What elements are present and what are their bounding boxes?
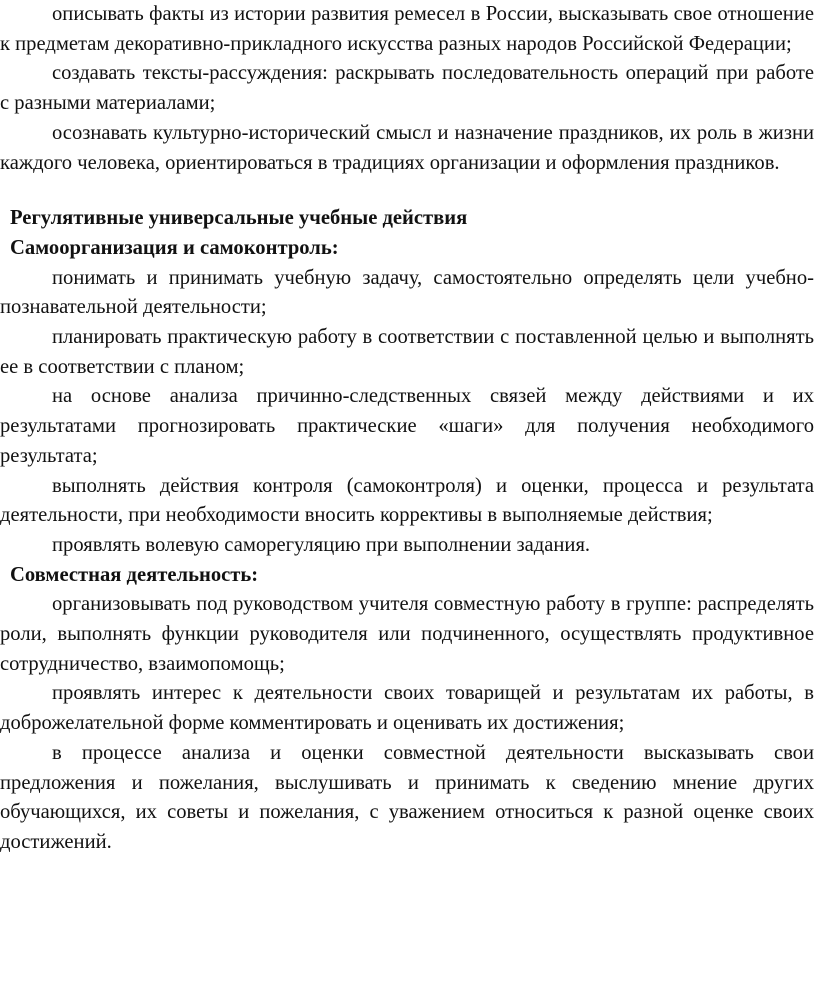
paragraph-holidays-meaning: осознавать культурно-исторический смысл и назначение праздников, их роль в жизни каждого человека, ориентироваться в традициях организации и оформления праздников. (0, 121, 814, 174)
heading-joint-activity: Совместная деятельность: (10, 563, 259, 586)
paragraph-cause-effect: на основе анализа причинно-следственных связей между действиями и их результатами прогнозировать практические «шаги» для получения необходимого результата; (0, 385, 814, 467)
heading-regulative-actions: Регулятивные универсальные учебные действия (10, 207, 468, 230)
heading-self-organization: Самоорганизация и самоконтроль: (10, 236, 339, 259)
paragraph-learning-task: понимать и принимать учебную задачу, самостоятельно определять цели учебно-познавательной деятельности; (0, 266, 814, 319)
paragraph-evaluation-proposals: в процессе анализа и оценки совместной деятельности высказывать свои предложения и пожелания, выслушивать и принимать к сведению мнение других обучающихся, их советы и пожелания, с уважением относиться к разной оценке своих достижений. (0, 741, 814, 853)
paragraph-crafts-history: описывать факты из истории развития ремесел в России, высказывать свое отношение к предметам декоративно-прикладного искусства разных народов Российской Федерации; (0, 3, 814, 55)
paragraph-volitional-regulation: проявлять волевую саморегуляцию при выполнении задания. (52, 533, 591, 556)
paragraph-peer-interest: проявлять интерес к деятельности своих товарищей и результатам их работы, в доброжелательной форме комментировать и оценивать их достижения; (0, 682, 814, 735)
paragraph-self-control: выполнять действия контроля (самоконтроля) и оценки, процесса и результата деятельности, при необходимости вносить коррективы в выполняемые действия; (0, 474, 814, 527)
paragraph-reasoning-texts: создавать тексты-рассуждения: раскрывать последовательность операций при работе с разными материалами; (0, 62, 814, 115)
paragraph-plan-work: планировать практическую работу в соответствии с поставленной целью и выполнять ее в соответствии с планом; (0, 326, 814, 378)
paragraph-group-work: организовывать под руководством учителя совместную работу в группе: распределять роли, выполнять функции руководителя или подчиненного, осуществлять продуктивное сотрудничество, взаимопомощь; (0, 593, 814, 675)
